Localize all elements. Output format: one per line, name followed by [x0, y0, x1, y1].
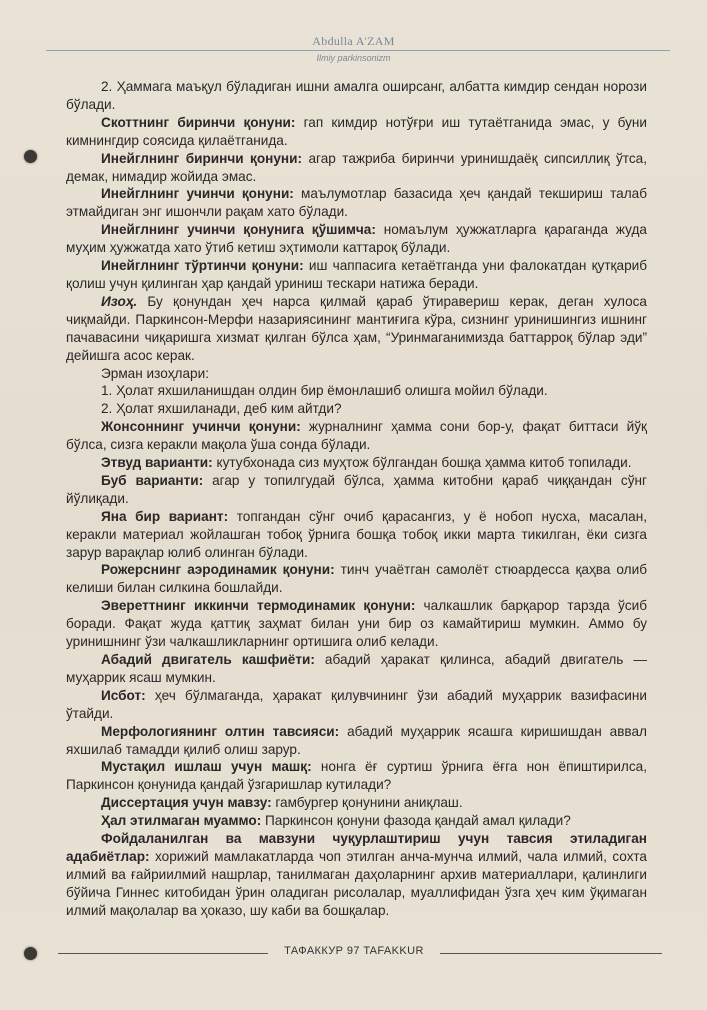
paragraph-text: абадий муҳаррик ясашга киришишдан аввал яхшилаб тамадди қилиб олиш зарур. — [66, 723, 647, 757]
paragraph — [66, 454, 647, 472]
paragraph-text: топгандан сўнг очиб қарасангиз, у ё нобоп нусха, масалан, керакли материал жойлашган тобоқ ўрнига бошқа тобоқ икки марта тикилган, ёки сизга зарур варақлар юлиб олинган бўлади. — [66, 508, 647, 560]
paragraph-text: нонга ёғ суртиш ўрнига ёғга нон ёпиштирилса, Паркинсон қонунида қандай ўзгаришлар кутилади? — [66, 759, 647, 793]
law-title: Мерфологиянинг олтин тавсияси: — [101, 723, 340, 739]
paragraph-text: ҳеч бўлмаганда, ҳаракат қилувчининг ўзи абадий муҳаррик вазифасини ўтайди. — [66, 687, 647, 721]
paragraph-text: 2. Ҳаммага маъқул бўладиган ишни амалга оширсанг, албатта кимдир сендан норози бўлади. — [66, 79, 647, 112]
paragraph — [66, 812, 647, 830]
paragraph — [66, 185, 647, 221]
paragraph — [66, 651, 647, 687]
paragraph — [66, 597, 647, 651]
footer-label: ТАФАККУР 97 TAFAKKUR — [284, 945, 424, 957]
law-title: Буб варианти: — [101, 472, 204, 488]
paragraph-text: иш чаппасига кетаётганда уни фалокатдан қутқариб қолиш учун қилинган ҳар қандай уриниш тескари натижа беради. — [66, 258, 648, 291]
footer-rule-right — [440, 953, 662, 954]
header-author: Abdulla A'ZAM — [312, 34, 395, 48]
paragraph — [66, 150, 647, 186]
paragraph-text: гамбургер қонунини аниқлаш. — [271, 795, 463, 811]
law-title: Эвереттнинг иккинчи термодинамик қонуни: — [101, 598, 416, 614]
paragraph — [66, 400, 647, 418]
paragraph-text: 1. Ҳолат яхшиланишдан олдин бир ёмонлашиб олишга мойил бўлади. — [101, 383, 548, 399]
law-title: Рожерснинг аэродинамик қонуни: — [101, 562, 335, 578]
law-title: Яна бир вариант: — [101, 508, 229, 524]
paragraph — [66, 221, 647, 257]
law-title: Ҳал этилмаган муаммо: — [101, 813, 262, 829]
paragraph — [66, 365, 647, 383]
law-title: Инейглнинг тўртинчи қонуни: — [101, 258, 304, 274]
law-title: Инейглнинг биринчи қонуни: — [101, 150, 303, 166]
paragraph — [66, 257, 647, 293]
paragraph-text: 2. Ҳолат яхшиланади, деб ким айтди? — [101, 401, 342, 417]
punch-hole — [24, 150, 37, 163]
law-title: Скоттнинг биринчи қонуни: — [101, 114, 296, 130]
paragraph — [66, 472, 647, 508]
paragraph — [66, 418, 647, 454]
paragraph-text: тинч учаётган самолёт стюардесса қаҳва олиб келиши билан силкина бошлайди. — [66, 562, 647, 596]
paragraph — [66, 114, 647, 150]
paragraph-text: хорижий мамлакатларда чоп этилган анча-мунча илмий, чала илмий, сохта илмий ва ғайриилмий нашрлар, танилмаган даҳоларнинг архив материаллари, қалинлиги бўйича Гиннес китобидан ўрин оладиган рисолалар, муаллифидан ўзга ҳеч ким ўқимаган илмий мақолалар ва ҳоказо, шу каби ва бошқалар. — [66, 848, 647, 918]
page-footer — [0, 945, 707, 961]
law-title: Инейглнинг учинчи қонунига қўшимча: — [101, 222, 376, 238]
body-text — [66, 78, 647, 920]
law-title: Инейглнинг учинчи қонуни: — [101, 186, 294, 202]
paragraph-text: абадий ҳаракат қилинса, абадий двигатель — муҳаррик ясаш мумкин. — [66, 652, 648, 685]
header-rule — [46, 50, 670, 51]
header-subtitle: Ilmiy parkinsonizm — [316, 53, 391, 63]
law-title: Диссертация учун мавзу: — [101, 795, 272, 811]
paragraph-text: агар у топилгудай бўлса, ҳамма китобни қараб чиққандан сўнг йўлиқади. — [66, 472, 647, 506]
footer-rule-left — [58, 953, 268, 954]
paragraph-text: маълумотлар базасида ҳеч қандай текшириш талаб этмайдиган энг ишончли рақам хато бўлади. — [66, 186, 648, 220]
law-title: Исбот: — [101, 687, 146, 703]
paragraph-text: номаълум ҳужжатларга қараганда жуда муҳим ҳужжатда хато ўтиб кетиш эҳтимоли каттароқ бўлади. — [66, 222, 647, 256]
paragraph-text: гап кимдир нотўғри иш тутаётганида эмас, у буни кимнингдир соясида қилаётганида. — [66, 114, 647, 148]
paragraph — [66, 830, 647, 920]
paragraph — [66, 382, 647, 400]
paragraph — [66, 758, 647, 794]
paragraph — [66, 78, 647, 114]
paragraph-text: Бу қонундан ҳеч нарса қилмай қараб ўтиравериш керак, деган хулоса чиқмайди. Паркинсон-Мерфи назариясининг мантиғига кўра, сизнинг уринишингиз ишнинг пачавасини чиқаришга хизмат қилган бўлса ҳам, “Уринмаганимизда баттарроқ бўлар эди” дейишга асос керак. — [66, 293, 647, 363]
paragraph-text: Паркинсон қонуни фазода қандай амал қилади? — [261, 813, 571, 829]
paragraph — [66, 687, 647, 723]
paragraph-text: журналнинг ҳамма сони бор-у, фақат биттаси йўқ бўлса, сизга керакли мақола ўша сонда бўлади. — [66, 419, 647, 453]
paragraph — [66, 794, 647, 812]
paragraph-text: Эрман изоҳлари: — [101, 365, 209, 381]
paragraph — [66, 723, 647, 759]
paragraph-text: чалкашлик барқарор тарзда ўсиб боради. Фақат жуда қаттиқ заҳмат билан уни бир оз камайтириш мумкин. Аммо бу уринишнинг ўзи чалкашликларнинг ортишига олиб келади. — [66, 598, 647, 650]
paragraph-text: кутубхонада сиз муҳтож бўлгандан бошқа ҳамма китоб топилади. — [212, 455, 632, 471]
law-title: Жонсоннинг учинчи қонуни: — [101, 419, 301, 435]
law-title: Мустақил ишлаш учун машқ: — [101, 759, 312, 775]
paragraph — [66, 561, 647, 597]
running-header — [0, 34, 707, 63]
paragraph — [66, 508, 647, 562]
law-title: Фойдаланилган ва мавзуни чуқурлаштириш учун тавсия этиладиган адабиётлар: — [66, 831, 647, 864]
paragraph-text: агар тажриба биринчи уринишдаёқ сипсиллиқ ўтса, демак, нимадир жойида эмас. — [66, 150, 647, 184]
law-title: Абадий двигатель кашфиёти: — [101, 652, 315, 667]
law-title: Изоҳ. — [101, 293, 138, 309]
law-title: Этвуд варианти: — [101, 455, 213, 471]
paragraph — [66, 293, 647, 365]
